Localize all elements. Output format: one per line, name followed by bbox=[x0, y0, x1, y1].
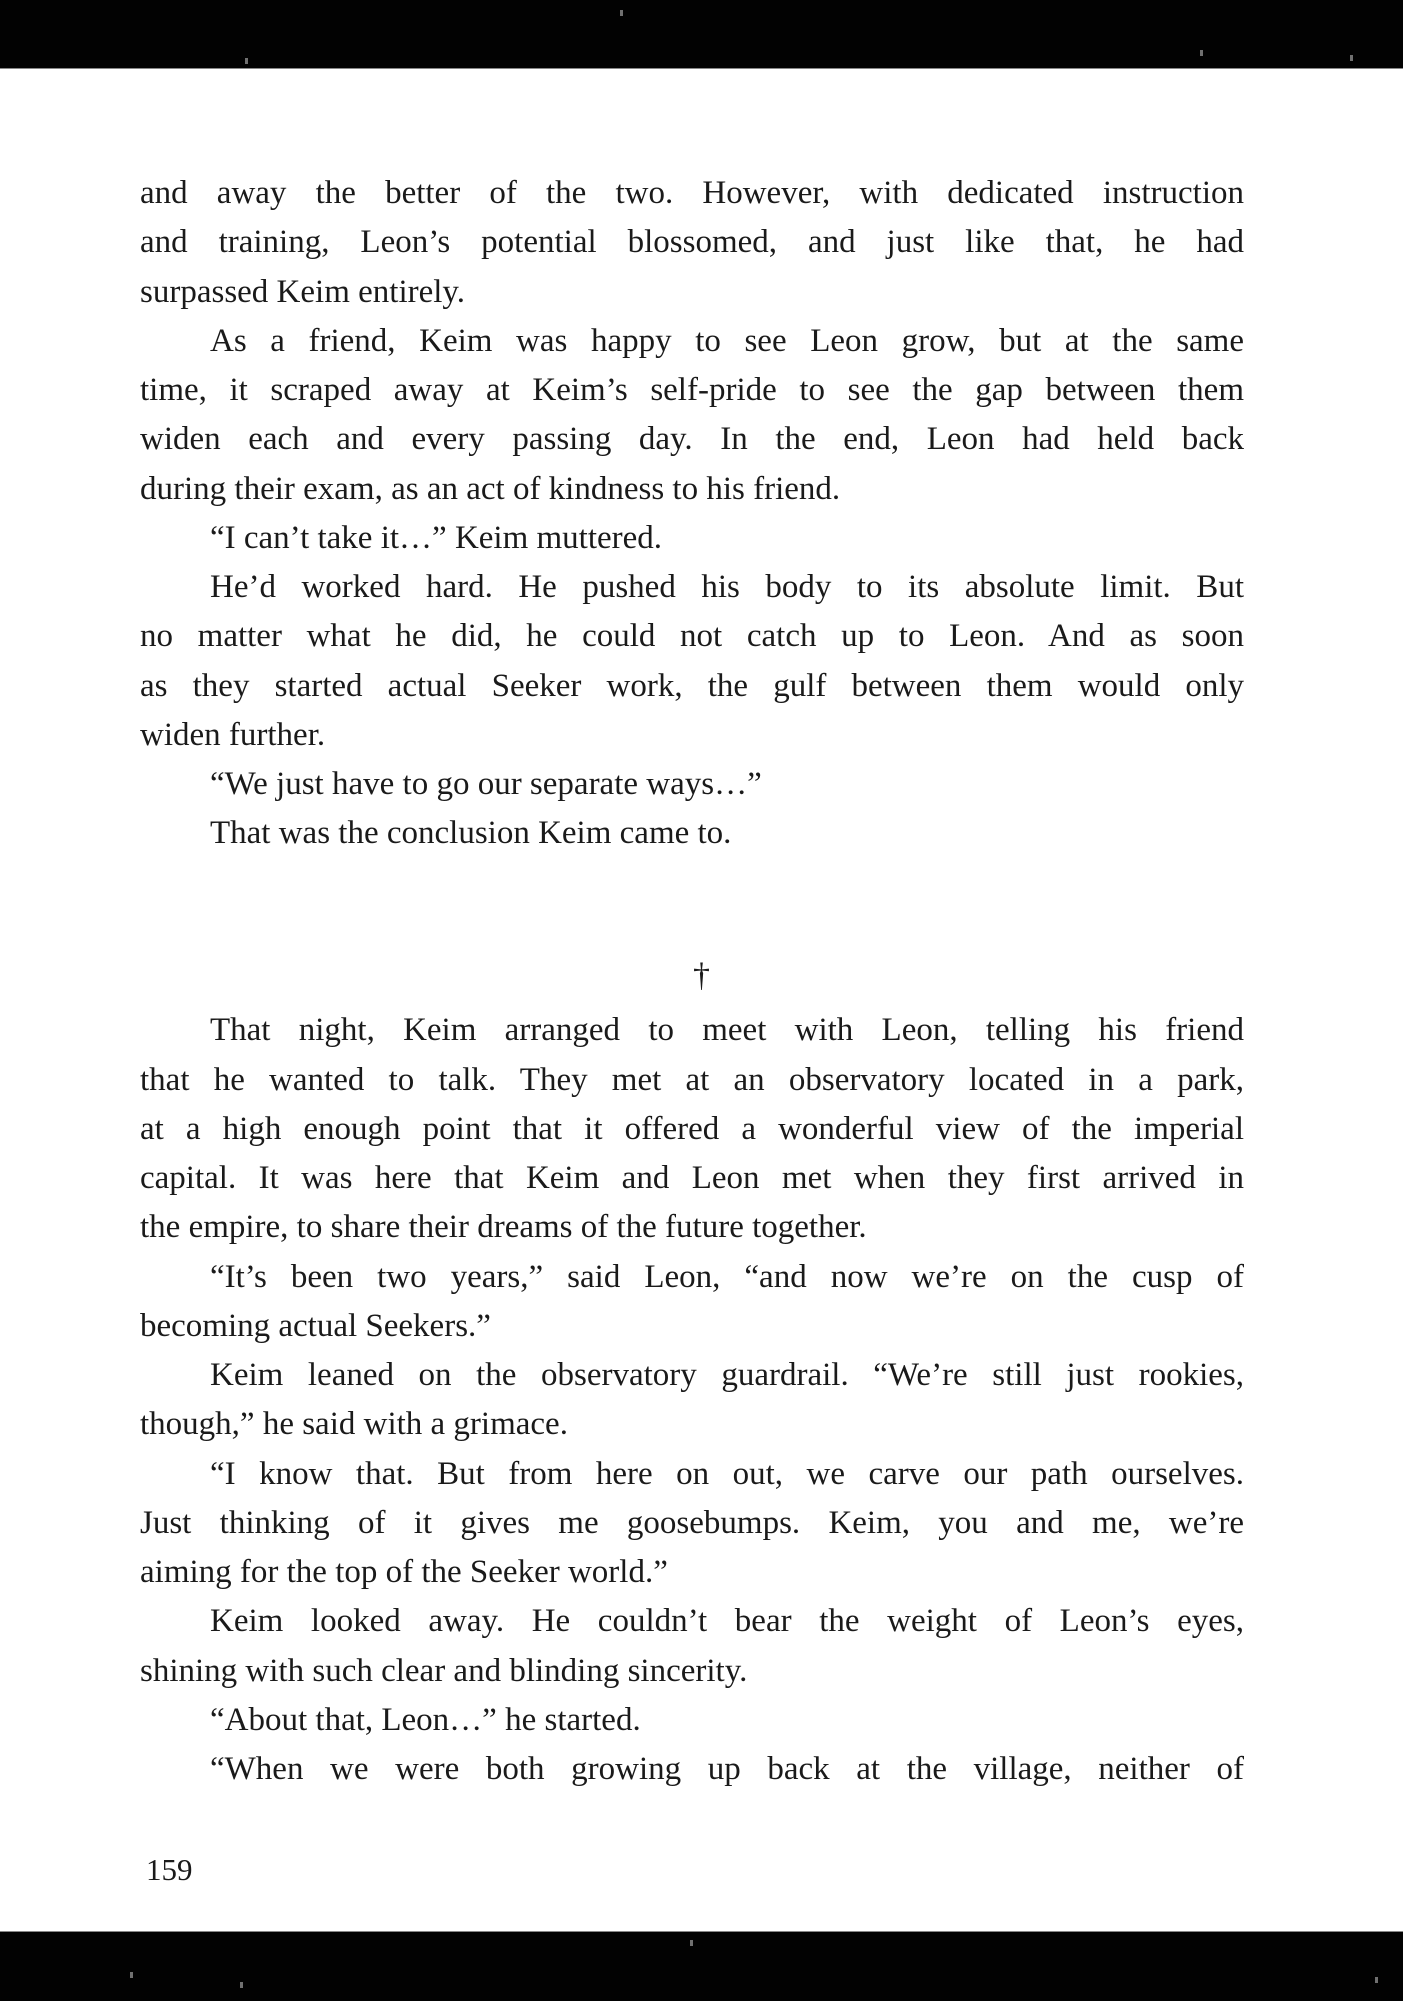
text-line: shining with such clear and blinding sincerity. bbox=[140, 1652, 748, 1689]
text-line: during their exam, as an act of kindness to his friend. bbox=[140, 470, 841, 507]
text-line: as they started actual Seeker work, the gulf between them would only bbox=[140, 667, 1244, 704]
text-line: “I can’t take it…” Keim muttered. bbox=[210, 519, 663, 556]
text-line: “It’s been two years,” said Leon, “and now we’re on the cusp of bbox=[210, 1258, 1244, 1295]
text-line: He’d worked hard. He pushed his body to its absolute limit. But bbox=[210, 569, 1244, 605]
text-line: “We just have to go our separate ways…” bbox=[210, 766, 762, 802]
text-line: widen each and every passing day. In the end, Leon had held back bbox=[140, 421, 1244, 458]
text-line: though,” he said with a grimace. bbox=[140, 1406, 568, 1443]
text-line: surpassed Keim entirely. bbox=[140, 273, 466, 310]
text-line: and training, Leon’s potential blossomed, and just like that, he had bbox=[140, 224, 1244, 261]
text-line: becoming actual Seekers.” bbox=[140, 1307, 491, 1344]
text-line: That night, Keim arranged to meet with Leon, telling his friend bbox=[210, 1012, 1244, 1049]
text-line: the empire, to share their dreams of the future together. bbox=[140, 1209, 867, 1246]
text-line: As a friend, Keim was happy to see Leon grow, but at the same bbox=[210, 322, 1244, 359]
text-line: Keim looked away. He couldn’t bear the weight of Leon’s eyes, bbox=[210, 1603, 1244, 1640]
text-line: aiming for the top of the Seeker world.” bbox=[140, 1554, 668, 1590]
section-break-dagger: † bbox=[693, 957, 710, 995]
text-line: and away the better of the two. However, with dedicated instruction bbox=[140, 175, 1244, 211]
text-line: Just thinking of it gives me goosebumps. Keim, you and me, we’re bbox=[140, 1504, 1244, 1541]
text-line: capital. It was here that Keim and Leon met when they first arrived in bbox=[140, 1160, 1244, 1196]
top-black-border bbox=[0, 0, 1403, 69]
text-line: “About that, Leon…” he started. bbox=[210, 1701, 641, 1738]
text-line: time, it scraped away at Keim’s self-pride to see the gap between them bbox=[140, 372, 1244, 408]
text-line: Keim leaned on the observatory guardrail. “We’re still just rookies, bbox=[210, 1357, 1244, 1393]
page-number: 159 bbox=[146, 1852, 193, 1887]
text-line: widen further. bbox=[140, 716, 326, 753]
text-line: no matter what he did, he could not catch up to Leon. And as soon bbox=[140, 618, 1244, 655]
text-line: that he wanted to talk. They met at an observatory located in a park, bbox=[140, 1061, 1244, 1098]
text-line: That was the conclusion Keim came to. bbox=[210, 815, 732, 852]
text-line: at a high enough point that it offered a wonderful view of the imperial bbox=[140, 1110, 1244, 1147]
text-line: “When we were both growing up back at the village, neither of bbox=[210, 1751, 1244, 1787]
text-line: “I know that. But from here on out, we carve our path ourselves. bbox=[210, 1455, 1244, 1492]
bottom-black-border bbox=[0, 1931, 1403, 2001]
